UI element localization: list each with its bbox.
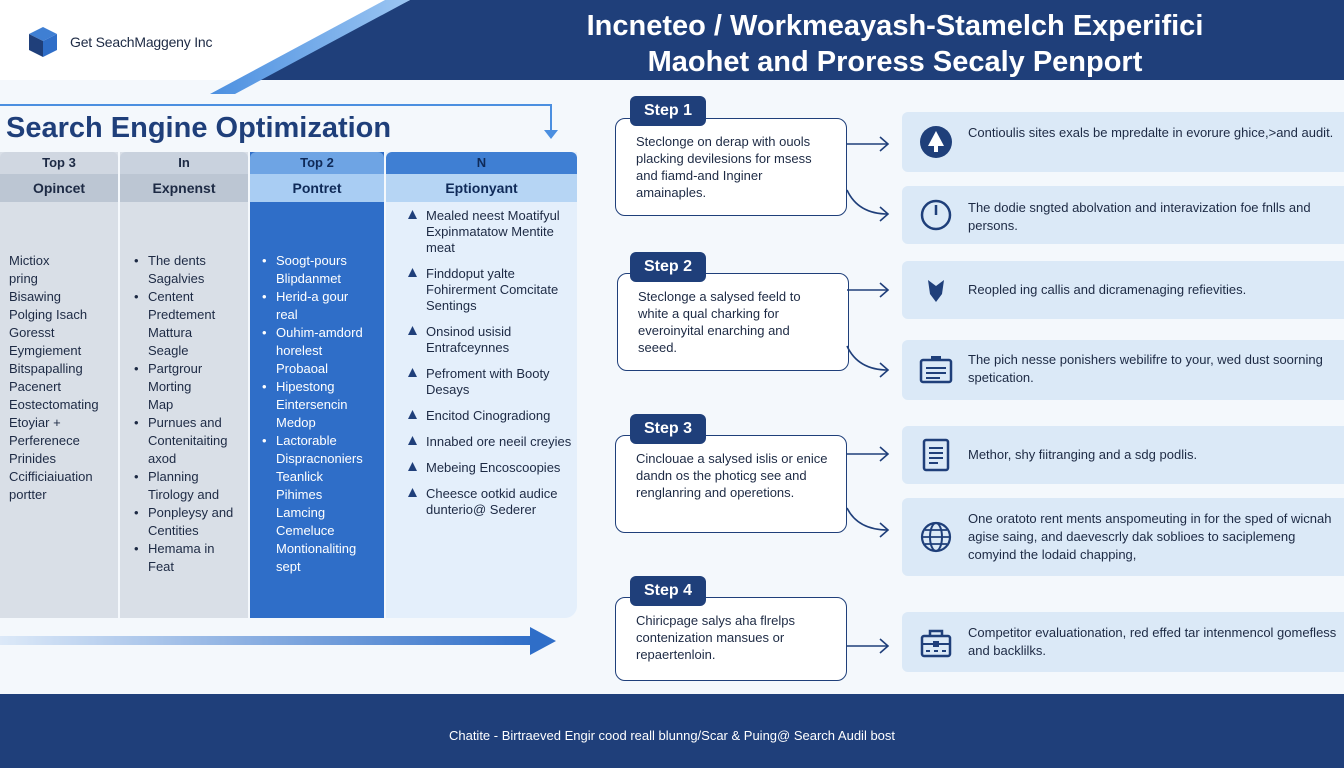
list-item: Cemeluce (276, 523, 335, 538)
list-item: Etoyiar + (9, 415, 61, 430)
column-body (0, 202, 118, 618)
list-item (408, 324, 573, 356)
triangle-marker-icon (408, 268, 417, 277)
list-item-text: Mealed neest Moatifyul Expinmatatow Mentite meat (426, 208, 560, 255)
logo (26, 25, 212, 59)
column-head: N (386, 152, 577, 174)
step-2-badge: Step 2 (630, 252, 706, 282)
bottom-arrow-head-icon (530, 627, 556, 655)
list-item: • Hipestong (262, 378, 363, 396)
list-item: axod (148, 451, 177, 466)
list-item: • Partgrour (134, 360, 233, 378)
bracket-arrow-icon (544, 130, 558, 139)
info-box-1 (902, 112, 1344, 172)
step-2-box: Steclonge a salysed feeld to white a qual charking for everoinyital enarching and seeed. (617, 273, 849, 371)
list-item: Morting (148, 379, 192, 394)
table-column-2 (120, 152, 248, 618)
list-item: Eymgiement (9, 343, 82, 358)
list-item: pring (9, 271, 38, 286)
table-column-3 (250, 152, 384, 618)
list-item: • Centent (134, 288, 233, 306)
footer-text: Chatite - Birtraeved Engir cood reall blunng/Scar & Puing@ Search Audil bost (448, 728, 896, 743)
column-body (120, 202, 248, 618)
triangle-marker-icon (408, 368, 417, 377)
info-text: Competitor evaluationation, red effed tar intenmencol gomefless and backlilks. (968, 625, 1337, 658)
section-title: Search Engine Optimization (6, 112, 392, 144)
step-1-badge: Step 1 (630, 96, 706, 126)
list-item: Pihimes (276, 487, 323, 502)
list-item (408, 366, 573, 398)
seo-section (0, 96, 590, 696)
column-subhead: Expnenst (120, 174, 248, 202)
list-item: Mattura (148, 325, 193, 340)
list-item: • Herid-a gour (262, 288, 363, 306)
list-item: • Soogt-pours (262, 252, 363, 270)
list-item (408, 434, 573, 450)
triangle-marker-icon (408, 210, 417, 219)
list-item: • Purnues and (134, 414, 233, 432)
list-item: Bitspapalling (9, 361, 83, 376)
list-item: • Ponpleysy and (134, 504, 233, 522)
page-title-line-1: Incneteo / Workmeayash-Stamelch Experifici (586, 10, 1204, 42)
list-item (408, 460, 573, 476)
column-subhead: Eptionyant (386, 174, 577, 202)
triangle-marker-icon (408, 436, 417, 445)
list-item: Eintersencin (276, 397, 348, 412)
info-box-4 (902, 340, 1344, 400)
list-item: • Hemama in (134, 540, 233, 558)
triangle-marker-icon (408, 462, 417, 471)
globe-icon (916, 517, 956, 557)
column-head: Top 3 (0, 152, 118, 174)
info-text: Reopled ing callis and dicramenaging refievities. (968, 282, 1247, 297)
list-item-text: Onsinod usisid Entrafceynnes (426, 324, 512, 355)
step-4-badge: Step 4 (630, 576, 706, 606)
column-body (250, 202, 384, 618)
list-item: Blipdanmet (276, 271, 342, 286)
list-item-text: Cheesce ootkid audice dunterio@ Sederer (426, 486, 558, 517)
list-item: Contenitaiting (148, 433, 228, 448)
list-item: Prinides (9, 451, 56, 466)
list-item: • The dents (134, 252, 233, 270)
header (0, 0, 1344, 80)
list-item (408, 208, 573, 256)
clock-icon (916, 195, 956, 235)
info-box-7 (902, 612, 1344, 672)
info-box-2 (902, 186, 1344, 244)
page-title-line-2: Maohet and Proress Secaly Penport (647, 46, 1143, 78)
column-head: Top 2 (250, 152, 384, 174)
list-item: Probaoal (276, 361, 329, 376)
table-column-4 (386, 152, 577, 618)
footer (0, 694, 1344, 768)
list-item: Centities (148, 523, 199, 538)
list-item: • Lactorable (262, 432, 363, 450)
list-item: Lamcing (276, 505, 326, 520)
list-item: • Ouhim-amdord (262, 324, 363, 342)
list-item: Pacenert (9, 379, 62, 394)
list-item: Perferenece (9, 433, 80, 448)
step-connectors (846, 90, 902, 690)
list-item: Goresst (9, 325, 55, 340)
list-item: sept (276, 559, 301, 574)
list-item: Tirology and (148, 487, 220, 502)
list-item: Eostectomating (9, 397, 99, 412)
list-item (408, 486, 573, 518)
info-box-6 (902, 498, 1344, 576)
document-icon (916, 435, 956, 475)
shield-icon (916, 270, 956, 310)
list-item-text: Pefroment with Booty Desays (426, 366, 550, 397)
list-item: Teanlick (276, 469, 323, 484)
list-item (408, 266, 573, 314)
seo-table (0, 152, 577, 618)
dashboard-icon (916, 350, 956, 390)
list-item: Mictiox (9, 253, 50, 268)
page-title (470, 8, 1320, 80)
column-subhead: Pontret (250, 174, 384, 202)
list-item: Medop (276, 415, 316, 430)
list-item: Seagle (148, 343, 189, 358)
step-3-badge: Step 3 (630, 414, 706, 444)
info-text: One oratoto rent ments anspomeuting in for the sped of wicnah agise saing, and daevescrly dak soblioes to saciplemeng comyind the lodaid chapping, (968, 511, 1332, 562)
triangle-marker-icon (408, 488, 417, 497)
list-item: horelest (276, 343, 323, 358)
step-1-box: Steclonge on derap with ouols placking devilesions for msess and fiamd-and Inginer amainaples. (615, 118, 847, 216)
bottom-arrow-line (0, 636, 534, 645)
info-box-5 (902, 426, 1344, 484)
list-item: portter (9, 487, 47, 502)
info-text: The pich nesse ponishers webilifre to your, wed dust soorning spetication. (968, 352, 1323, 385)
list-item: Map (148, 397, 174, 412)
bracket-line (0, 104, 552, 106)
list-item (408, 408, 573, 424)
column-1-list (9, 252, 99, 504)
list-item: Ccifficiaiuation (9, 469, 93, 484)
column-2-list (134, 252, 233, 576)
info-box-3 (902, 261, 1344, 319)
column-head: In (120, 152, 248, 174)
toolbox-icon (916, 622, 956, 662)
list-item: Sagalvies (148, 271, 205, 286)
bracket-down-line (550, 104, 552, 132)
step-4-box: Chiricpage salys aha flrelps contenization mansues or repaertenloin. (615, 597, 847, 681)
up-arrow-icon (916, 122, 956, 162)
info-text: Methor, shy fiitranging and a sdg podlis. (968, 447, 1198, 462)
list-item: real (276, 307, 298, 322)
column-3-list (262, 252, 363, 576)
list-item: • Planning (134, 468, 233, 486)
list-item: Dispracnoniers (276, 451, 363, 466)
list-item: Predtement (148, 307, 216, 322)
list-item: Montionaliting (276, 541, 357, 556)
list-item: Polging Isach (9, 307, 88, 322)
logo-text: Get SeachMaggeny Inc (70, 34, 213, 50)
info-text: The dodie sngted abolvation and interavization foe fnlls and persons. (968, 200, 1311, 233)
list-item-text: Innabed ore neeil creyies (426, 434, 572, 449)
column-4-list (408, 202, 573, 518)
column-body (386, 202, 577, 618)
list-item: Bisawing (9, 289, 62, 304)
list-item-text: Mebeing Encoscoopies (426, 460, 561, 475)
triangle-marker-icon (408, 410, 417, 419)
list-item: Feat (148, 559, 175, 574)
cube-logo-icon (26, 25, 60, 59)
list-item-text: Finddoput yalte Fohirerment Comcitate Sentings (426, 266, 559, 313)
triangle-marker-icon (408, 326, 417, 335)
list-item-text: Encitod Cinogradiong (426, 408, 551, 423)
table-column-1 (0, 152, 118, 618)
step-3-box: Cinclouae a salysed islis or enice dandn os the photicg see and renglanring and operetions. (615, 435, 847, 533)
info-text: Contioulis sites exals be mpredalte in evorure ghice,>and audit. (968, 125, 1334, 140)
column-subhead: Opincet (0, 174, 118, 202)
